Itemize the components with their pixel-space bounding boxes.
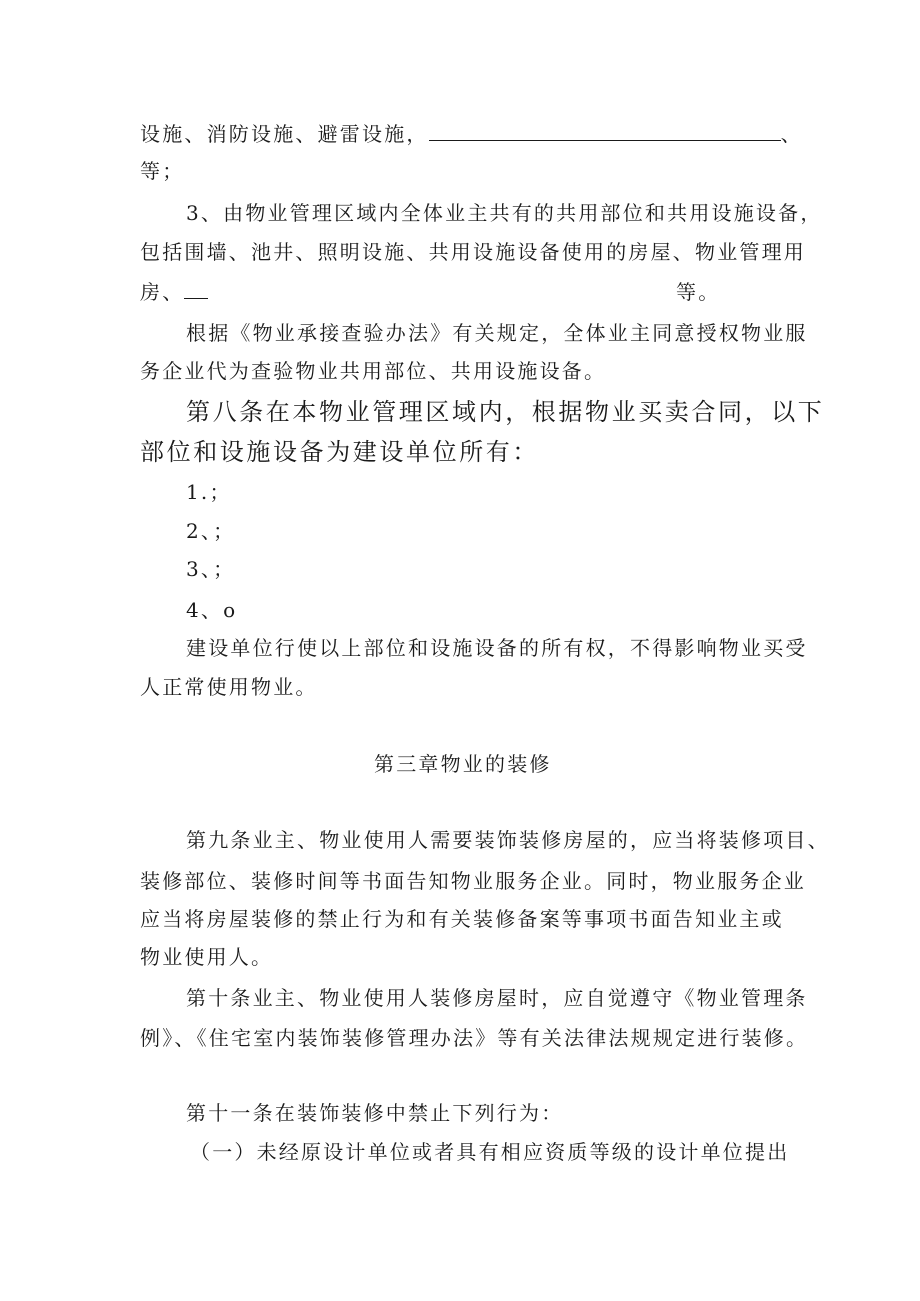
text-line: 人正常使用物业。 [140, 675, 318, 699]
text-line: 物业使用人。 [140, 945, 274, 969]
article-line: 部位和设施设备为建设单位所有： [140, 438, 539, 466]
text-line: 例》、《住宅室内装饰装修管理办法》等有关法律法规规定进行装修。 [140, 1026, 809, 1050]
text-line [140, 276, 208, 305]
list-item: 1.； [186, 480, 232, 504]
text-segment: 房、 [140, 280, 185, 304]
text-line: 第十条业主、物业使用人装修房屋时，应自觉遵守《物业管理条 [186, 986, 808, 1010]
text-line: 装修部位、装修时间等书面告知物业服务企业。同时，物业服务企业 [140, 869, 806, 893]
list-item: 3、； [186, 557, 236, 581]
text-line: 等。 [676, 280, 721, 304]
text-line: 第十一条在装饰装修中禁止下列行为： [186, 1101, 564, 1125]
fill-in-blank [429, 122, 781, 141]
text-segment: 设施、消防设施、避雷设施， [140, 122, 429, 146]
text-line: 包括围墙、池井、照明设施、共用设施设备使用的房屋、物业管理用 [140, 240, 806, 264]
text-line: 第九条业主、物业使用人需要装饰装修房屋的，应当将装修项目、 [186, 828, 830, 852]
text-line: （一）未经原设计单位或者具有相应资质等级的设计单位提出 [190, 1140, 790, 1164]
text-line: 根据《物业承接查验办法》有关规定，全体业主同意授权物业服 [186, 321, 808, 345]
text-line [140, 118, 803, 147]
text-line: 务企业代为查验物业共用部位、共用设施设备。 [140, 359, 607, 383]
list-item: 4、o [186, 598, 238, 622]
text-segment: 、 [780, 122, 803, 146]
text-line: 等； [140, 159, 185, 183]
chapter-heading: 第三章物业的装修 [374, 752, 552, 776]
article-line: 第八条在本物业管理区域内，根据物业买卖合同，以下 [186, 398, 825, 426]
text-line: 应当将房屋装修的禁止行为和有关装修备案等事项书面告知业主或 [140, 907, 784, 931]
text-line: 建设单位行使以上部位和设施设备的所有权，不得影响物业买受 [186, 636, 808, 660]
fill-in-blank [184, 280, 208, 299]
text-line: 3、由物业管理区域内全体业主共有的共用部位和共用设施设备， [186, 201, 823, 225]
list-item: 2、； [186, 519, 236, 543]
